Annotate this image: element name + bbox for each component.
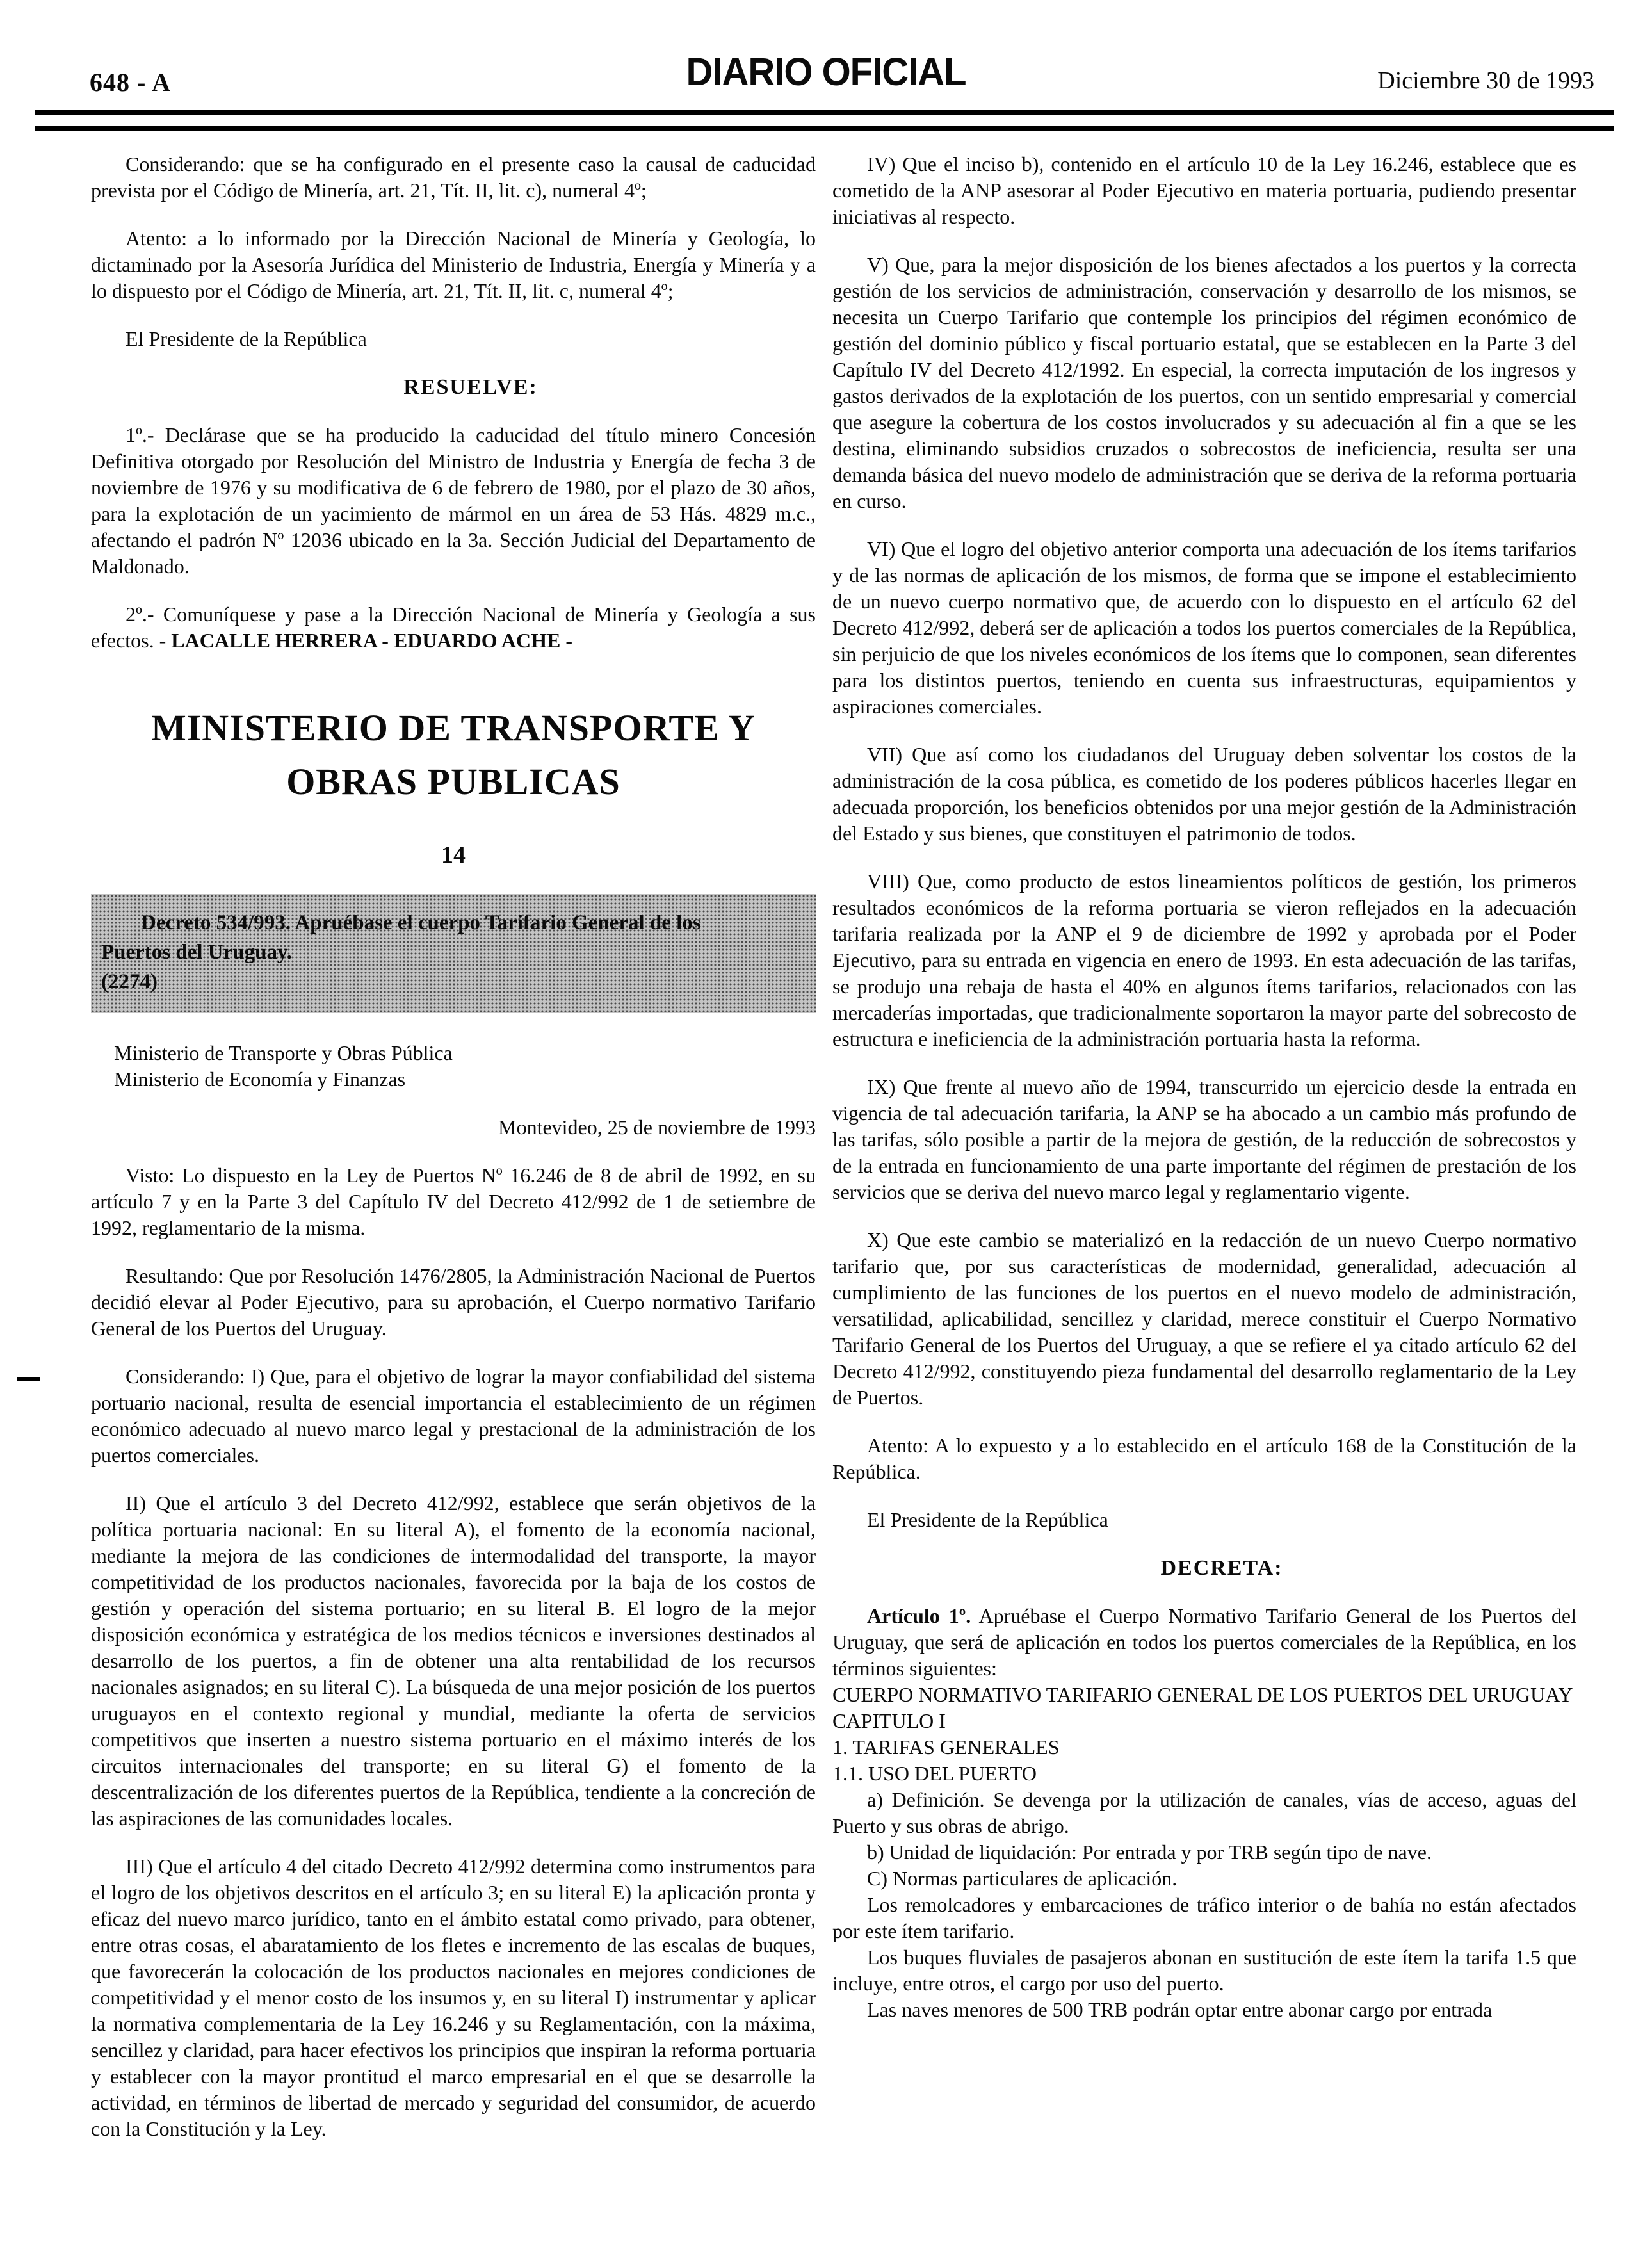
resuelve-2-text: 2º.- Comuníquese y pase a la Dirección Nacional de Minería y Geología a sus efectos. - [91,603,816,652]
cuerpo-normativo-title: CUERPO NORMATIVO TARIFARIO GENERAL DE LOS PUERTOS DEL URUGUAY [832,1683,1573,1706]
resuelve-heading: RESUELVE: [403,375,538,399]
right-column [832,151,1576,2023]
paragraph-8: VIII) Que, como producto de estos lineamientos políticos de gestión, los primeros resultados económicos de la reforma portuaria se vieron reflejados en la adecuación tarifaria realizada por la ANP el 9 de diciembre de 1992 y aprobada por el Poder Ejecutivo, para su entrada en vigencia en enero de 1993. En esta adecuación de las tarifas, se produjo una rebaja de hasta el 40% en algunos ítems tarifarios, relacionados con las mercaderías importadas, que tradicionalmente soportaron la mayor parte del sobrecosto de estructura e ineficiencia de la administración portuaria hasta la reforma. [832,870,1576,1050]
paragraph-articulo-1 [832,1603,1576,1682]
note-naves-menores: Las naves menores de 500 TRB podrán optar entre abonar cargo por entrada [867,1998,1493,2021]
note-buques-fluviales: Los buques fluviales de pasajeros abonan en sustitución de este ítem la tarifa 1.5 que incluye, entre otros, el cargo por uso del puerto. [832,1946,1576,1995]
paragraph-resuelve-1: 1º.- Declárase que se ha producido la caducidad del título minero Concesión Definitiva otorgado por Resolución del Ministro de Industria y Energía de fecha 3 de noviembre de 1976 y su modificativa de 6 de febrero de 1980, por el plazo de 30 años, para la explotación de un yacimiento de mármol en un área de 53 Hás. 4829 m.c., afectando el padrón Nº 12036 ubicado en la 3a. Sección Judicial del Departamento de Maldonado. [91,423,816,578]
paragraph-resultando: Resultando: Que por Resolución 1476/2805, la Administración Nacional de Puertos decidió elevar al Poder Ejecutivo, para su aprobación, el Cuerpo normativo Tarifario General de los Puertos del Uruguay. [91,1264,816,1340]
left-column [91,151,816,2142]
paragraph-presidente-right: El Presidente de la República [867,1508,1108,1531]
signature-names: LACALLE HERRERA - EDUARDO ACHE - [171,629,572,652]
note-remolcadores: Los remolcadores y embarcaciones de tráfico interior o de bahía no están afectados por este ítem tarifario. [832,1893,1576,1942]
decree-reference: (2274) [101,970,158,993]
masthead [38,40,1614,97]
ministry-heading-line1: MINISTERIO DE TRANSPORTE Y [150,707,756,749]
ministry-heading-line2: OBRAS PUBLICAS [286,761,620,802]
header-rule-top [35,110,1614,115]
capitulo-heading: CAPITULO I [832,1709,946,1732]
paragraph-presidente: El Presidente de la República [126,327,367,350]
item-a-definicion: a) Definición. Se devenga por la utilización de canales, vías de acceso, aguas del Puerto y sus obras de abrigo. [832,1788,1576,1837]
paragraph-6: VI) Que el logro del objetivo anterior comporta una adecuación de los ítems tarifarios y de las normas de aplicación de los mismos, de forma que se impone el establecimiento de un nuevo cuerpo normativo que, de acuerdo con lo dispuesto en el artículo 62 del Decreto 412/992, deberá ser de aplicación a todos los puertos comerciales de la República, sin perjuicio de que los niveles económicos de los ítems que lo componen, sean diferentes para los distintos puertos, teniendo en cuenta sus infraestructuras, equipamientos y aspiraciones comerciales. [832,537,1576,718]
paragraph-atento: Atento: a lo informado por la Dirección Nacional de Minería y Geología, lo dictaminado por la Asesoría Jurídica del Ministerio de Industria, Energía y Minería y a lo dispuesto por el Código de Minería, art. 21, Tít. II, lit. c, numeral 4º; [91,227,816,302]
ministry-line2: Ministerio de Economía y Finanzas [114,1068,406,1091]
articulo-1-text: Apruébase el Cuerpo Normativo Tarifario General de los Puertos del Uruguay, que será de aplicación en todos los puertos comerciales de la República, en los términos siguientes: [832,1604,1577,1680]
paragraph-4: IV) Que el inciso b), contenido en el artículo 10 de la Ley 16.246, establece que es cometido de la ANP asesorar al Poder Ejecutivo en materia portuaria, pudiendo presentar iniciativas al respecto. [832,152,1576,228]
decreta-heading: DECRETA: [1160,1556,1283,1580]
paragraph-considerando-2: II) Que el artículo 3 del Decreto 412/992, establece que serán objetivos de la política portuaria nacional: En su literal A), el fomento de la economía nacional, mediante la mejora de las condiciones de intermodalidad del transporte, la mayor competitividad de los productos nacionales, favorecida por la baja de los costos de gestión y operación del sistema portuario; en su literal B. El logro de la mejor disposición económica y estratégica de los medios técnicos e inversiones destinados al desarrollo de los puertos, a fin de obtener una alta rentabilidad de los recursos nacionales asignados; en su literal C). La búsqueda de una mejor posición de los puertos uruguayos en el contexto regional y mundial, mediante la oferta de servicios competitivos que inserten a nuestro sistema portuario en el máximo interés de los circuitos internacionales del transporte; en su literal G) el fomento de la descentralización de los diferentes puertos de la República, tendiente a la concreción de las aspiraciones de las comunidades locales. [91,1492,816,1830]
margin-mark [17,1377,40,1381]
paragraph-resuelve-2 [91,601,816,654]
paragraph-9: IX) Que frente al nuevo año de 1994, transcurrido un ejercicio desde la entrada en vigencia de tal adecuación tarifaria, la ANP se ha abocado a un cambio más profundo de las tarifas, sólo posible a partir de la mejora de gestión, de la reducción de sobrecostos y de la entrada en funcionamiento de una parte importante del régimen de prestación de los servicios que se deriva del nuevo marco legal y reglamentario vigente. [832,1075,1576,1203]
masthead-title: DIARIO OFICIAL [686,50,966,94]
paragraph-5: V) Que, para la mejor disposición de los bienes afectados a los puertos y la correcta gestión de los servicios de administración, conservación y desarrollo de los mismos, se necesita un Cuerpo Tarifario que contemple los principios del régimen económico de gestión del dominio público y fiscal portuario estatal, que se establecen en la Parte 3 del Capítulo IV del Decreto 412/1992. En especial, la correcta imputación de los ingresos y gastos derivados de la explotación de los puertos, con un sentido empresarial y comercial que asegure la cobertura de los costos involucrados y su adecuación al fin a que se les destina, eliminando subsidios cruzados o sobrecostos de ineficiencia, resulta ser una demanda básica del nuevo modelo de administración que se deriva de la reforma portuaria en curso. [832,253,1576,512]
tarifas-generales-heading: 1. TARIFAS GENERALES [832,1736,1060,1759]
paragraph-considerando-3: III) Que el artículo 4 del citado Decreto 412/992 determina como instrumentos para el logro de los objetivos descritos en el artículo 3; en su literal E) la aplicación pronta y eficaz del nuevo marco jurídico, tanto en el ámbito estatal como privado, para obtener, entre otras cosas, el abaratamiento de los fletes e incremento de las escalas de buques, que favorecerán la colocación de los productos nacionales en mejores condiciones de competitividad y el menor costo de los insumos y, en su literal I) instrumentar y aplicar la normativa complementaria de la Ley 16.246 y su Reglamentación, con la máxima, sencillez y claridad, para hacer efectivos los principios que inspiran la reforma portuaria y establecer con la mayor prontitud el marco empresarial en el que se desarrolle la actividad, en términos de libertad de mercado y seguridad del consumidor, de acuerdo con la Constitución y la Ley. [91,1855,816,2140]
dateline: Montevideo, 25 de noviembre de 1993 [498,1116,816,1139]
paragraph-considerando: Considerando: que se ha configurado en el presente caso la causal de caducidad prevista por el Código de Minería, art. 21, Tít. II, lit. c), numeral 4º; [91,152,816,202]
item-number: 14 [441,842,466,868]
uso-del-puerto-heading: 1.1. USO DEL PUERTO [832,1762,1037,1785]
ministry-line1: Ministerio de Transporte y Obras Pública [114,1041,453,1064]
paragraph-atento-final: Atento: A lo expuesto y a lo establecido en el artículo 168 de la Constitución de la República. [832,1434,1576,1483]
decree-summary-line2: Puertos del Uruguay. [101,941,292,964]
articulo-1-label: Artículo 1º. [867,1604,971,1627]
paragraph-considerando-1: Considerando: I) Que, para el objetivo de lograr la mayor confiabilidad del sistema portuario nacional, resulta de esencial importancia el establecimiento de un régimen económico adecuado al nuevo marco legal y prestacional de la administración de los puertos comerciales. [91,1365,816,1467]
page-number: 648 - A [90,68,171,97]
paragraph-visto: Visto: Lo dispuesto en la Ley de Puertos Nº 16.246 de 8 de abril de 1992, en su artículo 7 y en la Parte 3 del Capítulo IV del Decreto 412/992 de 1 de setiembre de 1992, reglamentario de la misma. [91,1164,816,1239]
header-rule-bottom [35,126,1614,131]
masthead-date: Diciembre 30 de 1993 [1377,67,1594,94]
paragraph-10: X) Que este cambio se materializó en la redacción de un nuevo Cuerpo normativo tarifario que, por sus características de modernidad, generalidad, adecuación al cumplimiento de las funciones de los puertos en el nuevo modelo de administración, versatilidad, aplicabilidad, sencillez y claridad, merece constituir el Cuerpo Normativo Tarifario General de los Puertos del Uruguay, a que se refiere el ya citado artículo 62 del Decreto 412/992, constituyendo pieza fundamental del desarrollo reglamentario de la Ley de Puertos. [832,1228,1576,1409]
decree-summary-line1: Decreto 534/993. Apruébase el cuerpo Tarifario General de los [141,911,701,934]
issuing-ministries [91,1040,816,1093]
item-c-normas: C) Normas particulares de aplicación. [867,1867,1178,1890]
item-b-unidad: b) Unidad de liquidación: Por entrada y por TRB según tipo de nave. [867,1841,1432,1864]
ministry-section-heading [91,701,816,809]
decree-summary-box [91,894,816,1013]
paragraph-7: VII) Que así como los ciudadanos del Uruguay deben solventar los costos de la administración de la cosa pública, es cometido de los poderes públicos hacerles llegar en adecuada proporción, los beneficios obtenidos por una mejor gestión de la Administración del Estado y sus bienes, que constituyen el patrimonio de todos. [832,743,1576,845]
